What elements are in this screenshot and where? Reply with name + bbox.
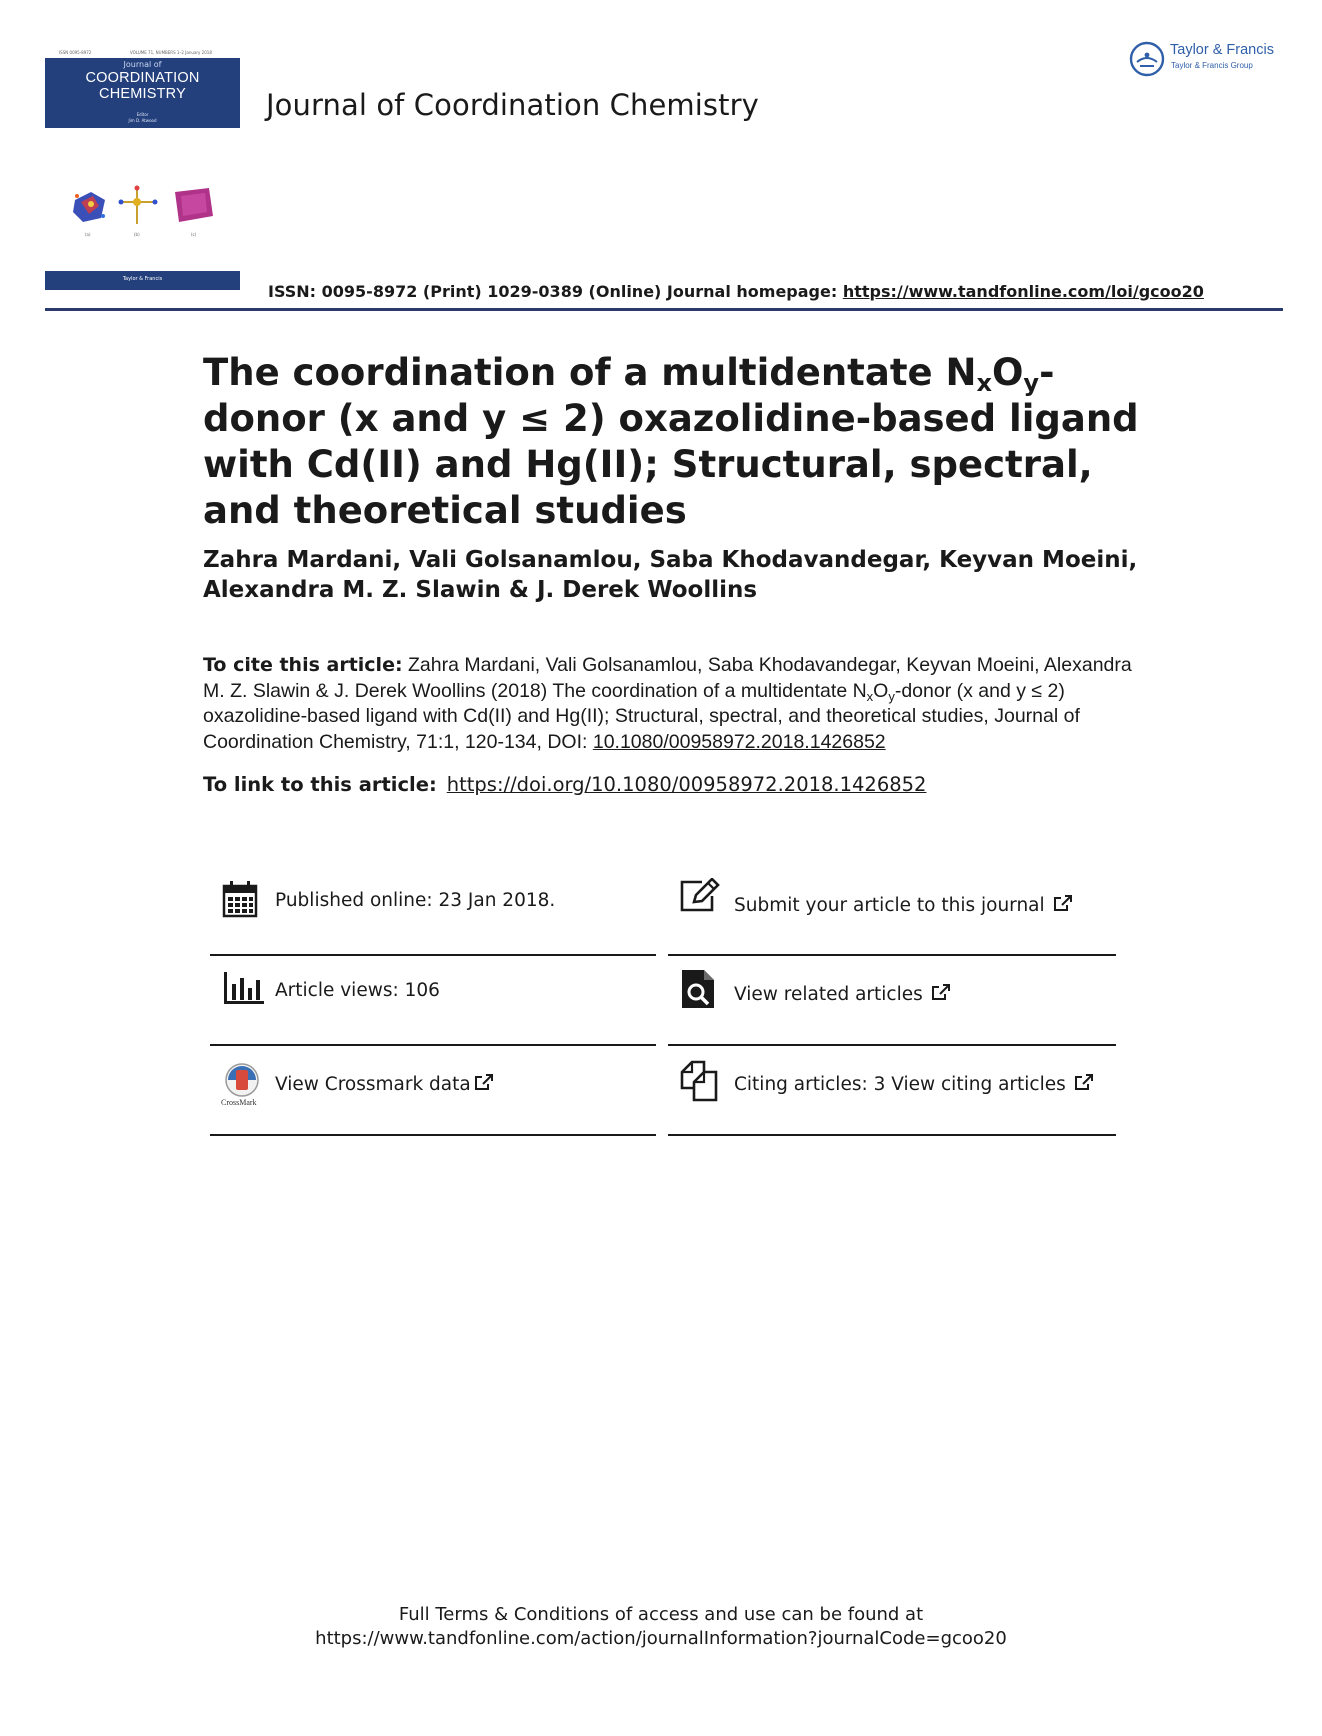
published-online: Published online: 23 Jan 2018. — [275, 890, 556, 911]
cover-editor-band — [45, 110, 240, 128]
citing-articles-label: Citing articles: 3 View citing articles — [734, 1074, 1066, 1095]
calendar-icon — [222, 880, 258, 922]
cite-doi-link[interactable]: 10.1080/00958972.2018.1426852 — [592, 730, 886, 753]
grid-divider — [668, 954, 1116, 956]
taylor-francis-icon — [1128, 40, 1166, 78]
footer-line1: Full Terms & Conditions of access and use can be found at — [398, 1604, 924, 1625]
cite-subscript-y: y — [888, 688, 895, 704]
article-title-part1: The coordination of a multidentate N — [203, 351, 977, 394]
grid-divider — [210, 1044, 656, 1046]
article-title — [203, 350, 1143, 534]
molecular-structure-illustration — [67, 178, 217, 238]
authors-line2: Alexandra M. Z. Slawin & J. Derek Woollins — [203, 577, 758, 603]
article-title-subscript-y: y — [1023, 369, 1040, 397]
svg-text:(a): (a) — [85, 232, 91, 237]
terms-footer — [0, 1603, 1322, 1651]
grid-divider — [668, 1134, 1116, 1136]
article-doi-link[interactable]: https://doi.org/10.1080/00958972.2018.1426852 — [446, 773, 927, 796]
search-document-icon — [680, 968, 716, 1014]
crossmark-label: View Crossmark data — [275, 1074, 471, 1095]
grid-divider — [210, 1134, 656, 1136]
article-title-subscript-x: x — [976, 369, 992, 397]
cite-subscript-x: x — [866, 688, 874, 704]
cover-editor-name: Jim D. Atwood — [128, 118, 157, 123]
cite-text-part2: O — [873, 679, 889, 702]
journal-homepage-link[interactable]: https://www.tandfonline.com/loi/gcoo20 — [842, 282, 1204, 301]
submit-article-label: Submit your article to this journal — [734, 895, 1045, 916]
external-link-icon — [474, 1073, 494, 1091]
cover-title — [45, 70, 240, 102]
article-views: Article views: 106 — [275, 980, 440, 1001]
bar-chart-icon — [222, 970, 266, 1010]
related-articles-link[interactable] — [734, 983, 951, 1005]
external-link-icon — [1074, 1073, 1094, 1091]
svg-text:(c): (c) — [191, 232, 197, 237]
issn-text: ISSN: 0095-8972 (Print) 1029-0389 (Online) Journal homepage: — [268, 282, 843, 301]
journal-cover-thumbnail[interactable] — [45, 48, 240, 290]
article-title-part3: -donor (x and y ≤ 2) oxazolidine-based ligand with Cd(II) and Hg(II); Structural, spectral, and theoretical studies — [203, 351, 1139, 532]
crossmark-icon — [222, 1062, 262, 1108]
external-link-icon — [931, 983, 951, 1001]
citing-articles-link[interactable] — [734, 1073, 1094, 1095]
copy-documents-icon — [678, 1060, 720, 1106]
citation-block — [203, 653, 1143, 755]
cite-text-part3: -donor (x and y ≤ 2) oxazolidine-based ligand with Cd(II) and Hg(II); Structural, spectral, and theoretical studies, Journal of Coordination Chemistry, 71:1, 120-134, DOI: — [203, 679, 1080, 753]
article-authors — [203, 545, 1143, 605]
external-link-icon — [1053, 894, 1073, 912]
header-divider — [45, 308, 1283, 311]
publisher-group: Taylor & Francis Group — [1171, 61, 1253, 70]
article-link-line — [203, 773, 926, 796]
issn-line — [268, 282, 1204, 301]
cover-title-line1: COORDINATION — [85, 70, 200, 86]
journal-title: Journal of Coordination Chemistry — [266, 88, 759, 122]
edit-pencil-icon — [678, 878, 720, 918]
cover-volume: VOLUME 71, NUMBERS 1–2 January 2018 — [130, 50, 212, 55]
link-label: To link to this article: — [203, 773, 437, 796]
cover-title-line2: CHEMISTRY — [99, 86, 186, 102]
article-title-part2: O — [991, 351, 1024, 394]
cover-journal-of: Journal of — [123, 60, 162, 69]
svg-text:(b): (b) — [134, 232, 140, 237]
cover-editor-label: Editor — [136, 112, 149, 117]
cite-text-part1: Zahra Mardani, Vali Golsanamlou, Saba Khodavandegar, Keyvan Moeini, Alexandra M. Z. Slawin & J. Derek Woollins (2018) The coordination of a multidentate N — [203, 654, 1132, 702]
grid-divider — [668, 1044, 1116, 1046]
crossmark-link[interactable] — [275, 1073, 494, 1095]
publisher-name: Taylor & Francis — [1170, 42, 1274, 58]
submit-article-link[interactable] — [734, 894, 1073, 916]
cover-meta-line — [45, 48, 240, 58]
crossmark-logo-text: CrossMark — [221, 1098, 257, 1107]
cover-issn: ISSN 0095-8972 — [59, 50, 92, 55]
authors-line1: Zahra Mardani, Vali Golsanamlou, Saba Khodavandegar, Keyvan Moeini, — [203, 547, 1138, 573]
cite-label: To cite this article: — [203, 654, 403, 676]
cover-publisher-band — [45, 271, 240, 290]
cover-title-band — [45, 58, 240, 110]
related-articles-label: View related articles — [734, 984, 923, 1005]
footer-terms-link[interactable]: https://www.tandfonline.com/action/journalInformation?journalCode=gcoo20 — [315, 1628, 1007, 1649]
grid-divider — [210, 954, 656, 956]
cover-publisher: Taylor & Francis — [122, 276, 163, 282]
